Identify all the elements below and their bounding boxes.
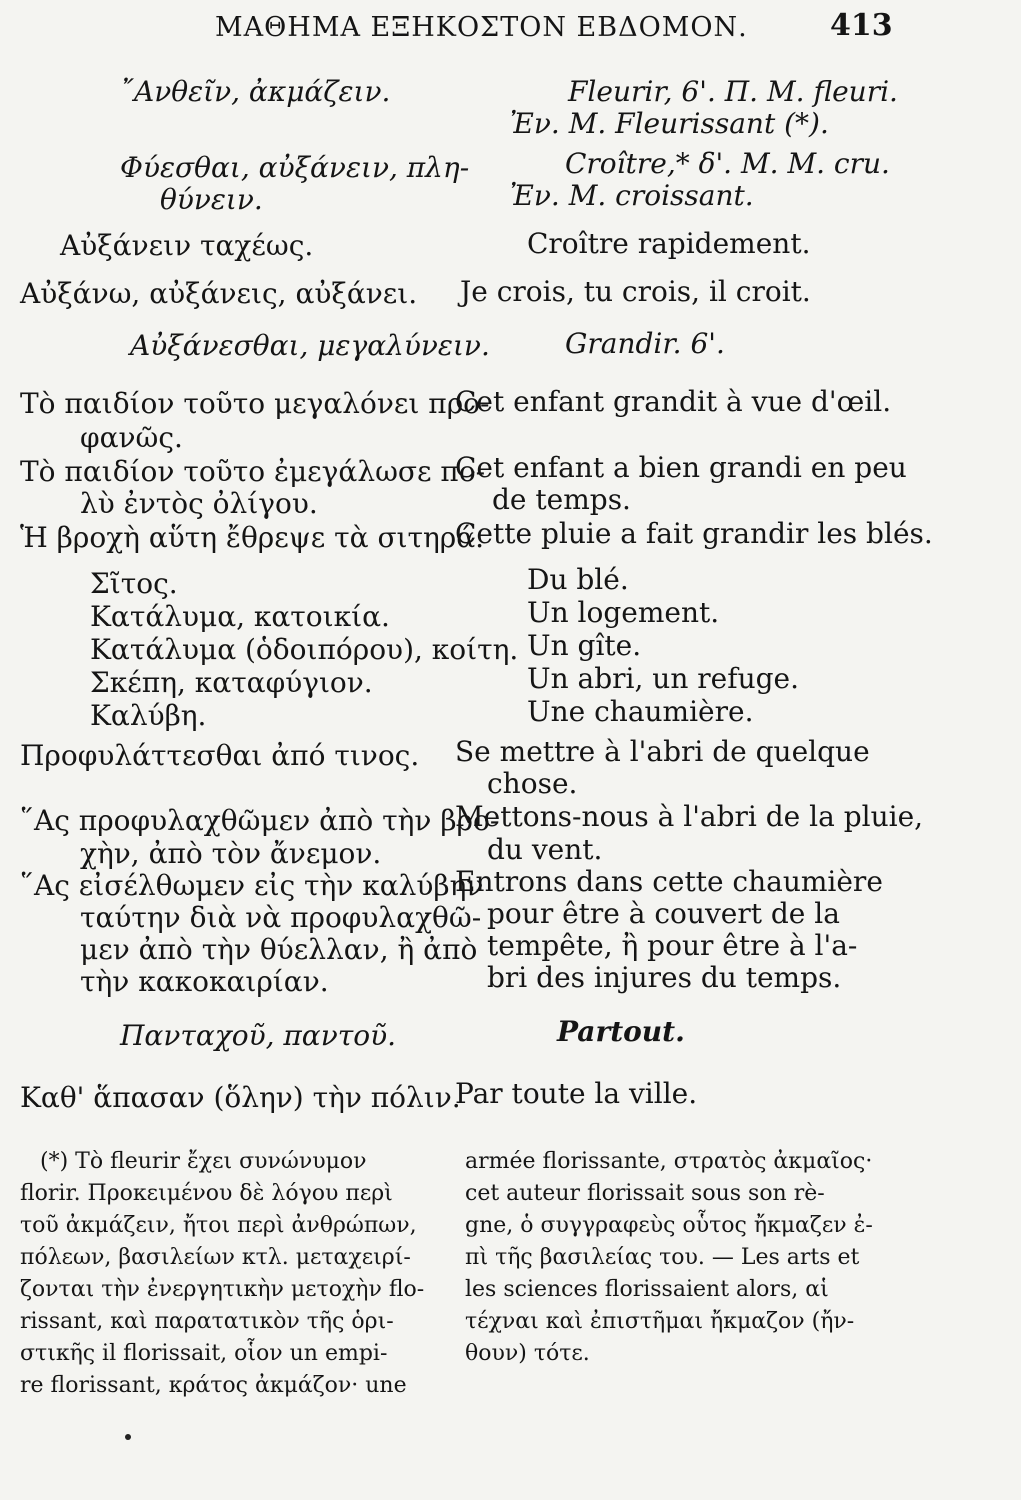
page-title: ΜΑΘΗΜΑ ΕΞΗΚΟΣΤΟΝ ΕΒΔΟΜΟΝ. [215, 12, 748, 43]
footnote-right-line: θουν) τότε. [465, 1341, 590, 1366]
french-phrase-croitre-rapidement: Croître rapidement. [527, 227, 811, 260]
french-term-croitre: Croître,* δ'. Μ. Μ. cru. [565, 147, 890, 180]
french-phrase-se-mettre-b: chose. [487, 767, 578, 800]
french-phrase-je-crois: Je crois, tu crois, il croit. [460, 275, 811, 308]
greek-term-profylattesthai: Προφυλάττεσθαι ἀπό τινος. [20, 739, 420, 772]
greek-sentence-eiselthomen-1: ῞Ας εἰσέλθωμεν εἰς τὴν καλύβην [20, 869, 484, 902]
greek-term-fyesthai-2: θύνειν. [160, 183, 263, 216]
footnote-left-line: rissant, καὶ παρατατικὸν τῆς ὁρι- [20, 1309, 394, 1334]
footnote-right-line: πὶ τῆς βασιλείας του. — Les arts et [465, 1245, 860, 1270]
french-sentence-enfant-1: Cet enfant grandit à vue d'œil. [455, 385, 892, 418]
french-term-gite: Un gîte. [527, 629, 642, 662]
footnote-right-line: gne, ὁ συγγραφεὺς οὗτος ἤκμαζεν ἐ- [465, 1213, 873, 1238]
french-sentence-entrons-4: bri des injures du temps. [487, 961, 842, 994]
greek-sentence-eiselthomen-4: τὴν κακοκαιρίαν. [80, 965, 329, 998]
ink-dot [125, 1434, 131, 1440]
footnote-right-line: cet auteur florissait sous son rè- [465, 1181, 825, 1206]
footnote-right-line: les sciences florissaient alors, αἱ [465, 1277, 829, 1302]
greek-sentence-brochi: Ἡ βροχὴ αὕτη ἔθρεψε τὰ σιτηρά. [20, 521, 485, 554]
french-sentence-enfant-2: Cet enfant a bien grandi en peu [455, 451, 907, 484]
greek-term-anthein: ῎Ανθεῖν, ἀκμάζειν. [120, 75, 391, 108]
greek-sentence-paidion-2: Τὸ παιδίον τοῦτο ἐμεγάλωσε πο- [20, 455, 486, 488]
french-sentence-mettons-b: du vent. [487, 833, 603, 866]
footnote-left-line: ζονται τὴν ἐνεργητικὴν μετοχὴν flo- [20, 1277, 425, 1302]
greek-phrase-kath-apasan: Καθ' ἅπασαν (ὅλην) τὴν πόλιν. [20, 1081, 461, 1114]
footnote-left-line: στικῆς il florissait, οἷον un empi- [20, 1341, 388, 1366]
page-number: 413 [830, 8, 893, 43]
greek-sentence-profylachthomen-b: χὴν, ἀπὸ τὸν ἄνεμον. [80, 837, 382, 870]
greek-term-katalyma-1: Κατάλυμα, κατοικία. [90, 600, 390, 633]
french-term-grandir: Grandir. 6'. [565, 327, 725, 360]
french-phrase-par-toute-la-ville: Par toute la ville. [455, 1077, 698, 1110]
french-phrase-se-mettre: Se mettre à l'abri de quelque [455, 735, 870, 768]
footnote-right-line: armée florissante, στρατὸς ἀκμαῖος· [465, 1149, 873, 1174]
greek-phrase-auxano: Αὐξάνω, αὐξάνεις, αὐξάνει. [20, 277, 418, 310]
french-sentence-mettons: Mettons-nous à l'abri de la pluie, [455, 800, 924, 833]
greek-term-kalyvi: Καλύβη. [90, 699, 207, 732]
french-sentence-entrons-3: tempête, ἢ pour être à l'a- [487, 929, 858, 962]
greek-sentence-paidion-1: Τὸ παιδίον τοῦτο μεγαλόνει προ- [20, 387, 490, 420]
french-sentence-pluie: Cette pluie a fait grandir les blés. [455, 517, 933, 550]
footnote-left-line: τοῦ ἀκμάζειν, ἤτοι περὶ ἀνθρώπων, [20, 1213, 417, 1238]
greek-term-auxanesthai: Αὐξάνεσθαι, μεγαλύνειν. [130, 329, 490, 362]
greek-sentence-paidion-2b: λὺ ἐντὸς ὀλίγου. [80, 487, 318, 520]
greek-sentence-paidion-1b: φανῶς. [80, 421, 183, 454]
footnote-left-line: (*) Τὸ fleurir ἔχει συνώνυμον [40, 1149, 367, 1174]
french-term-abri: Un abri, un refuge. [527, 662, 800, 695]
footnote-right-line: τέχναι καὶ ἐπιστῆμαι ἤκμαζον (ἤν- [465, 1309, 855, 1334]
french-term-partout: Partout. [557, 1015, 685, 1048]
french-sentence-entrons-2: pour être à couvert de la [487, 897, 840, 930]
french-sentence-entrons-1: Entrons dans cette chaumière [455, 865, 883, 898]
greek-term-skepi: Σκέπη, καταφύγιον. [90, 666, 373, 699]
footnote-left-line: re florissant, κράτος ἀκμάζον· une [20, 1373, 407, 1398]
greek-term-pantachou: Πανταχοῦ, παντοῦ. [120, 1019, 396, 1052]
french-term-logement: Un logement. [527, 596, 720, 629]
footnote-left-line: πόλεων, βασιλείων κτλ. μεταχειρί- [20, 1245, 411, 1270]
greek-sentence-profylachthomen: ῞Ας προφυλαχθῶμεν ἀπὸ τὴν βρο- [20, 804, 500, 837]
french-term-ble: Du blé. [527, 563, 629, 596]
french-term-chaumiere: Une chaumière. [527, 695, 754, 728]
greek-phrase-auxanein-tacheos: Αὐξάνειν ταχέως. [60, 229, 314, 262]
footnote-left-line: florir. Προκειμένου δὲ λόγου περὶ [20, 1181, 393, 1206]
greek-sentence-eiselthomen-3: μεν ἀπὸ τὴν θύελλαν, ἢ ἀπὸ [80, 933, 478, 966]
french-term-fleurissant: Ἐν. Μ. Fleurissant (*). [510, 107, 829, 140]
french-term-croissant: Ἐν. Μ. croissant. [510, 179, 754, 212]
greek-term-katalyma-2: Κατάλυμα (ὁδοιπόρου), κοίτη. [90, 633, 519, 666]
french-sentence-enfant-2b: de temps. [492, 483, 631, 516]
greek-term-fyesthai-1: Φύεσθαι, αὐξάνειν, πλη- [120, 151, 470, 184]
greek-sentence-eiselthomen-2: ταύτην διὰ νὰ προφυλαχθῶ- [80, 901, 482, 934]
french-term-fleurir: Fleurir, 6'. Π. Μ. fleuri. [568, 75, 898, 108]
greek-term-sitos: Σῖτος. [90, 567, 178, 600]
